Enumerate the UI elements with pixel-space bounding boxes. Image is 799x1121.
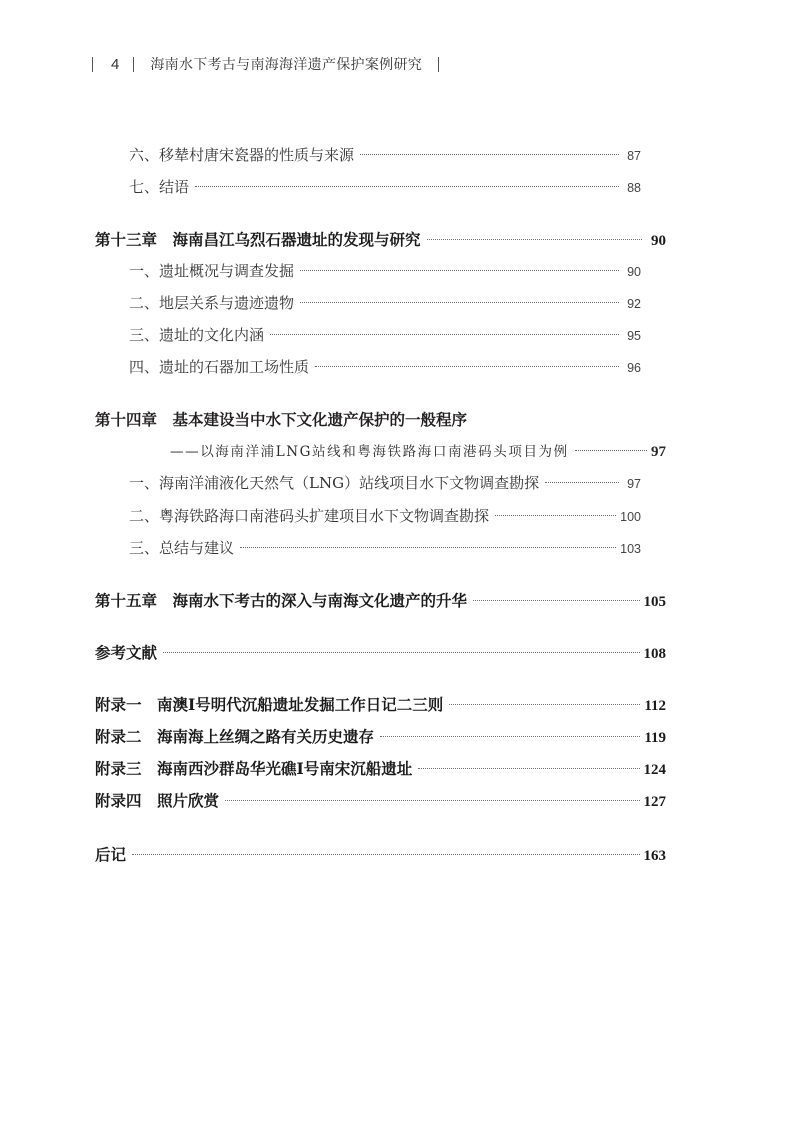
dot-leader <box>270 334 619 335</box>
dot-leader <box>163 652 639 653</box>
toc-entry-label: 六、移辇村唐宋瓷器的性质与来源 <box>129 146 355 164</box>
dot-leader <box>427 239 642 240</box>
dot-leader <box>449 704 640 705</box>
toc-entry-afterword[interactable] <box>0 843 666 865</box>
toc-entry-label: 二、粤海铁路海口南港码头扩建项目水下文物调查勘探 <box>129 507 490 525</box>
toc-entry-label: 四、遗址的石器加工场性质 <box>129 358 310 376</box>
toc-entry-appendix[interactable] <box>0 693 666 715</box>
toc-entry-chapter[interactable] <box>0 408 799 430</box>
toc-entry-label: 第十三章 海南昌江乌烈石器遗址的发现与研究 <box>95 230 421 249</box>
toc-entry-section[interactable] <box>0 324 641 345</box>
toc-entry-label: 后记 <box>95 845 127 864</box>
toc-entry-label: 附录四 照片欣赏 <box>95 791 220 810</box>
toc-entry-page: 92 <box>627 297 641 311</box>
toc-entry-label: 一、海南洋浦液化天然气（LNG）站线项目水下文物调查勘探 <box>129 474 540 492</box>
toc-entry-page: 90 <box>651 233 666 249</box>
toc-entry-page: 90 <box>627 265 641 279</box>
toc-entry-label: 第十四章 基本建设当中水下文化遗产保护的一般程序 <box>95 410 468 429</box>
toc-entry-label: 参考文献 <box>95 643 158 662</box>
toc-entry-label: 附录二 海南海上丝绸之路有关历史遗存 <box>95 727 375 746</box>
toc-entry-page: 127 <box>643 794 666 810</box>
dot-leader <box>360 154 619 155</box>
toc-entry-page: 105 <box>643 594 666 610</box>
dot-leader <box>315 366 619 367</box>
toc-entry-label: 三、遗址的文化内涵 <box>129 326 265 344</box>
toc-entry-page: 124 <box>643 762 666 778</box>
toc-entry-chapter[interactable] <box>0 589 666 611</box>
toc-entry-label: 第十五章 海南水下考古的深入与南海文化遗产的升华 <box>95 591 468 610</box>
toc-entry-page: 88 <box>627 181 641 195</box>
toc-entry-section[interactable] <box>0 537 641 558</box>
toc-entry-label: 附录一 南澳Ⅰ号明代沉船遗址发掘工作日记二三则 <box>95 695 444 714</box>
dot-leader <box>132 854 639 855</box>
toc-entry-page: 96 <box>627 361 641 375</box>
page-number: 4 <box>111 55 120 73</box>
toc-entry-label: 三、总结与建议 <box>129 539 235 557</box>
dot-leader <box>300 302 619 303</box>
toc-entry-page: 163 <box>643 848 666 864</box>
toc-entry-appendix[interactable] <box>0 725 666 747</box>
toc-entry-page: 112 <box>644 698 666 714</box>
dot-leader <box>240 547 616 548</box>
toc-entry-chapter[interactable] <box>0 228 666 250</box>
dot-leader <box>418 768 639 769</box>
toc-entry-label: 一、遗址概况与调查发掘 <box>129 262 295 280</box>
toc-entry-page: 95 <box>627 329 641 343</box>
toc-entry-appendix[interactable] <box>0 757 666 779</box>
dot-leader <box>545 482 619 483</box>
book-title: 海南水下考古与南海海洋遗产保护案例研究 <box>150 57 423 73</box>
toc-entry-section[interactable] <box>0 356 641 377</box>
toc-entry-references[interactable] <box>0 641 666 663</box>
toc-entry-subtitle[interactable] <box>0 440 666 461</box>
toc-entry-section[interactable] <box>0 505 641 526</box>
toc-entry-section[interactable] <box>0 144 641 165</box>
toc-entry-section[interactable] <box>0 260 641 281</box>
toc-entry-section[interactable] <box>0 292 641 313</box>
toc-entry-label: 二、地层关系与遗迹遗物 <box>129 294 295 312</box>
toc-entry-section[interactable] <box>0 472 641 493</box>
toc-entry-page: 103 <box>620 542 641 556</box>
toc-entry-page: 119 <box>644 730 666 746</box>
toc-entry-page: 100 <box>620 510 641 524</box>
toc-entry-appendix[interactable] <box>0 789 666 811</box>
toc-entry-label: 附录三 海南西沙群岛华光礁Ⅰ号南宋沉船遗址 <box>95 759 413 778</box>
toc-entry-page: 97 <box>627 477 641 491</box>
toc-entry-section[interactable] <box>0 176 641 197</box>
toc-entry-page: 108 <box>643 646 666 662</box>
toc-entry-page: 97 <box>651 444 666 460</box>
dot-leader <box>225 800 639 801</box>
dot-leader <box>495 515 616 516</box>
dot-leader <box>195 186 619 187</box>
dot-leader <box>380 736 640 737</box>
toc-entry-label: 七、结语 <box>129 178 190 196</box>
toc-entry-label: ——以海南洋浦LNG站线和粤海铁路海口南港码头项目为例 <box>170 444 569 460</box>
dot-leader <box>575 450 647 451</box>
dot-leader <box>300 270 619 271</box>
dot-leader <box>473 600 639 601</box>
toc-entry-page: 87 <box>627 149 641 163</box>
